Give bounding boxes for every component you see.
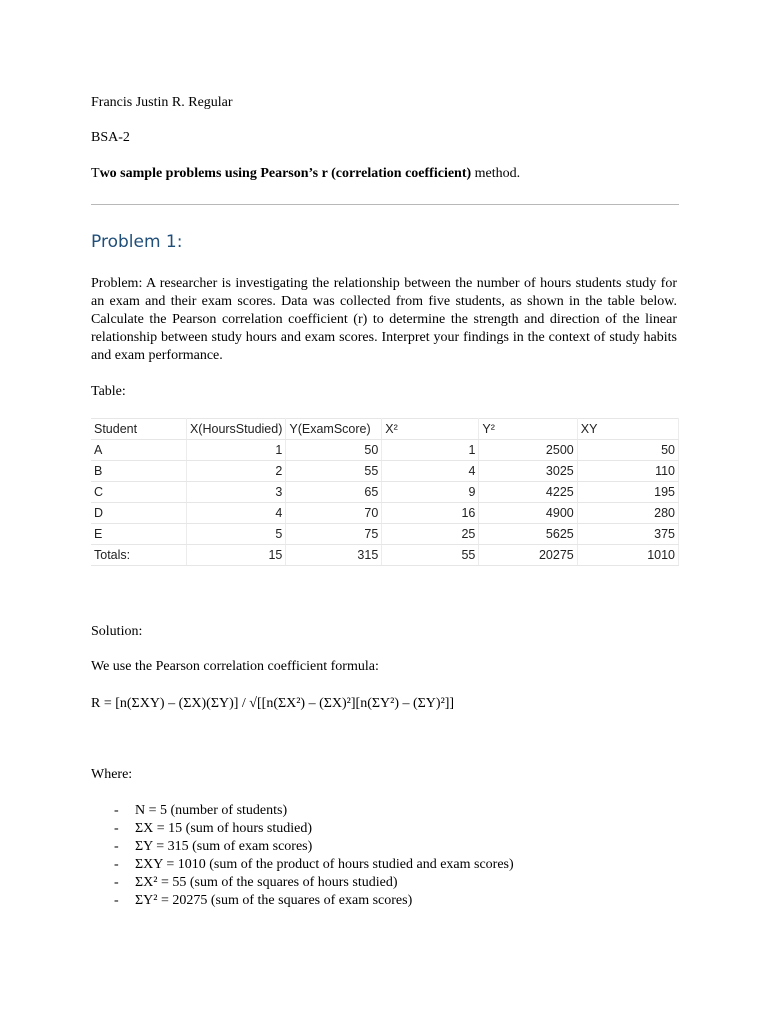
cell-y2: 4225 bbox=[479, 482, 577, 503]
table-row bbox=[91, 461, 679, 482]
header-x: X(HoursStudied) bbox=[186, 419, 285, 440]
list-item-text: ΣY² = 20275 (sum of the squares of exam scores) bbox=[135, 893, 413, 908]
list-dash: - bbox=[114, 857, 119, 872]
header-x2: X² bbox=[382, 419, 479, 440]
table-row bbox=[91, 440, 679, 461]
cell-y2: 5625 bbox=[479, 524, 577, 545]
cell-x2: 55 bbox=[382, 545, 479, 566]
table-row bbox=[91, 482, 679, 503]
intro-line bbox=[91, 165, 520, 183]
cell-xy: 1010 bbox=[577, 545, 678, 566]
cell-y: 315 bbox=[286, 545, 382, 566]
where-label: Where: bbox=[91, 767, 133, 782]
cell-totals-label: Totals: bbox=[91, 545, 186, 566]
table-header-row bbox=[91, 419, 679, 440]
list-item bbox=[91, 820, 514, 838]
list-item-text: ΣX = 15 (sum of hours studied) bbox=[135, 821, 313, 836]
data-table bbox=[91, 418, 679, 566]
list-dash: - bbox=[114, 893, 119, 908]
cell-x: 3 bbox=[186, 482, 285, 503]
cell-y: 55 bbox=[286, 461, 382, 482]
cell-student: D bbox=[91, 503, 186, 524]
cell-xy: 195 bbox=[577, 482, 678, 503]
list-item bbox=[91, 856, 514, 874]
list-item-text: ΣXY = 1010 (sum of the product of hours studied and exam scores) bbox=[135, 857, 514, 872]
intro-bold: wo sample problems using Pearson’s r (correlation coefficient) bbox=[99, 166, 472, 181]
pearson-formula: R = [n(ΣXY) – (ΣX)(ΣY)] / √[[n(ΣX²) – (ΣX)²][n(ΣY²) – (ΣY)²]] bbox=[91, 696, 455, 711]
cell-x2: 4 bbox=[382, 461, 479, 482]
cell-y2: 4900 bbox=[479, 503, 577, 524]
cell-x2: 9 bbox=[382, 482, 479, 503]
table-label: Table: bbox=[91, 384, 126, 399]
formula-intro: We use the Pearson correlation coefficient formula: bbox=[91, 659, 379, 674]
intro-lead: T bbox=[91, 166, 100, 181]
intro-tail: method. bbox=[471, 166, 521, 181]
list-item bbox=[91, 838, 514, 856]
cell-y2: 20275 bbox=[479, 545, 577, 566]
table-row bbox=[91, 524, 679, 545]
list-dash: - bbox=[114, 803, 119, 818]
cell-y: 75 bbox=[286, 524, 382, 545]
list-item-text: ΣY = 315 (sum of exam scores) bbox=[135, 839, 313, 854]
cell-y: 70 bbox=[286, 503, 382, 524]
cell-student: E bbox=[91, 524, 186, 545]
cell-y: 50 bbox=[286, 440, 382, 461]
list-item-text: N = 5 (number of students) bbox=[135, 803, 288, 818]
header-y: Y(ExamScore) bbox=[286, 419, 382, 440]
header-xy: XY bbox=[577, 419, 678, 440]
header-student: Student bbox=[91, 419, 186, 440]
solution-label: Solution: bbox=[91, 624, 143, 639]
cell-x: 4 bbox=[186, 503, 285, 524]
cell-xy: 110 bbox=[577, 461, 678, 482]
cell-x2: 25 bbox=[382, 524, 479, 545]
cell-x: 2 bbox=[186, 461, 285, 482]
list-item bbox=[91, 892, 514, 910]
problem-text: Problem: A researcher is investigating the relationship between the number of hours students study for an exam and their exam scores. Data was collected from five students, as shown in the table below. Calculate the Pearson correlation coefficient (r) to determine the strength and direction of the linear relationship between study hours and exam scores. Interpret your findings in the context of study habits and exam performance. bbox=[91, 276, 677, 363]
table-row bbox=[91, 503, 679, 524]
list-dash: - bbox=[114, 839, 119, 854]
cell-x2: 16 bbox=[382, 503, 479, 524]
cell-y2: 2500 bbox=[479, 440, 577, 461]
problem-heading: Problem 1: bbox=[91, 232, 183, 252]
horizontal-divider bbox=[91, 204, 679, 205]
list-item bbox=[91, 802, 514, 820]
cell-xy: 280 bbox=[577, 503, 678, 524]
list-dash: - bbox=[114, 875, 119, 890]
cell-student: C bbox=[91, 482, 186, 503]
cell-y2: 3025 bbox=[479, 461, 577, 482]
table-totals-row bbox=[91, 545, 679, 566]
cell-xy: 375 bbox=[577, 524, 678, 545]
list-item bbox=[91, 874, 514, 892]
cell-x: 15 bbox=[186, 545, 285, 566]
author-name: Francis Justin R. Regular bbox=[91, 95, 233, 110]
cell-xy: 50 bbox=[577, 440, 678, 461]
cell-x2: 1 bbox=[382, 440, 479, 461]
cell-y: 65 bbox=[286, 482, 382, 503]
cell-student: A bbox=[91, 440, 186, 461]
list-dash: - bbox=[114, 821, 119, 836]
header-y2: Y² bbox=[479, 419, 577, 440]
cell-x: 5 bbox=[186, 524, 285, 545]
list-item-text: ΣX² = 55 (sum of the squares of hours studied) bbox=[135, 875, 398, 890]
variable-list bbox=[91, 802, 514, 910]
cell-student: B bbox=[91, 461, 186, 482]
course-code: BSA-2 bbox=[91, 130, 130, 145]
cell-x: 1 bbox=[186, 440, 285, 461]
